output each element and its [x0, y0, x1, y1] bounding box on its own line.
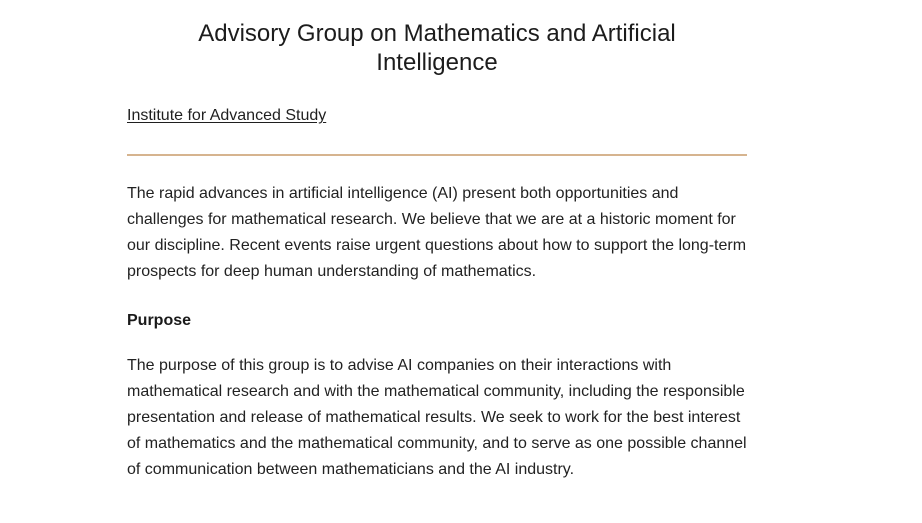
intro-paragraph: The rapid advances in artificial intelligence (AI) present both opportunities and challenges for mathematical research. We believe that we are at a historic moment for our discipline. Recent events raise urgent questions about how to support the long-term prospects for deep human understanding of mathematics. — [127, 185, 747, 280]
purpose-heading: Purpose — [127, 312, 192, 329]
page-title: Advisory Group on Mathematics and Artificial Intelligence — [198, 20, 676, 76]
purpose-paragraph: The purpose of this group is to advise AI companies on their interactions with mathematical research and with the mathematical community, including the responsible presentation and release of mathematical results. We seek to work for the best interest of mathematics and the mathematical community, and to serve as one possible channel of communication between mathematicians and the AI industry. — [127, 357, 747, 478]
divider — [127, 154, 747, 156]
institute-link[interactable]: Institute for Advanced Study — [127, 107, 327, 124]
page-title-container — [152, 19, 722, 77]
